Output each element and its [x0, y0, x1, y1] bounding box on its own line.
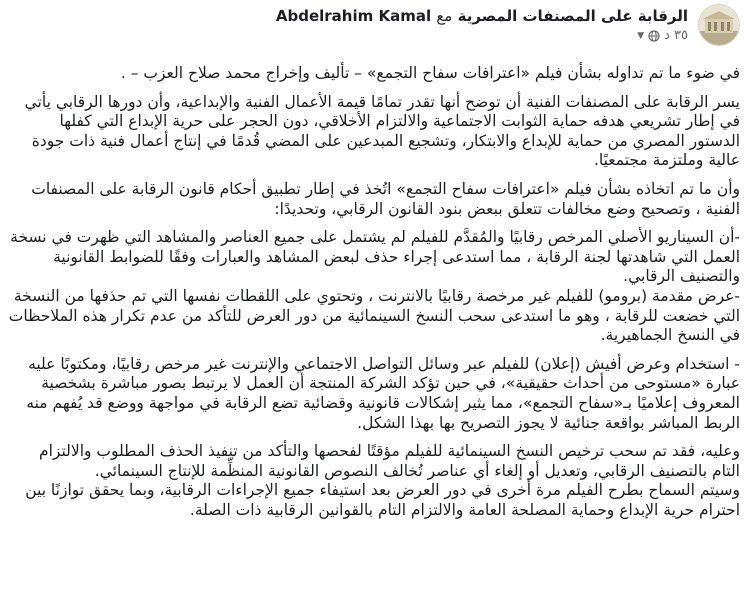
- post-paragraph-3: وأن ما تم اتخاذه بشأن فيلم «اعترافات سفاح التجمع» اتُخذ في إطار تطبيق أحكام قانون الرقابة على المصنفات الفنية ، وتصحيح وضع مخالفات تتعلق ببعض بنود القانون الرقابي، وتحديدًا:: [31, 179, 740, 218]
- building-logo-icon: [699, 5, 739, 45]
- post-meta: [276, 26, 688, 46]
- post-body: [8, 64, 740, 520]
- post-paragraph-1: في ضوء ما تم تداوله بشأن فيلم «اعترافات سفاح التجمع» – تأليف وإخراج محمد صلاح العزب – .: [120, 64, 740, 82]
- post-paragraph-7: وعليه، فقد تم سحب ترخيص النسخ السينمائية للفيلم مؤقتًا لفحصها والتأكد من تنفيذ الحذف المطلوب والالتزام التام بالتصنيف الرقابي، وتعديل أو إلغاء أي عناصر تُخالف النصوص القانونية المنظِّمة للإنتاج السينمائي.: [39, 442, 740, 480]
- page-avatar[interactable]: [698, 4, 740, 46]
- page-name-link[interactable]: الرقابة على المصنفات المصرية: [457, 7, 688, 25]
- tagged-person-link[interactable]: Abdelrahim Kamal: [275, 7, 432, 25]
- post-paragraph-6: - استخدام وعرض أفيش (إعلان) للفيلم عبر وسائل التواصل الاجتماعي والإنترنت غير مرخص رقابيًا، ومكتوبًا عليه عبارة «مستوحى من أحداث حقيقية»، في حين تؤكد الشركة المنتجة أن العمل لا يرتبط بصور مباشرة بشخصية المعروف إعلاميًا بـ«سفاح التجمع»، مما يثير إشكالات قانونية وقضائية تضع الرقابة في مواجهة ووضع قد يُفهم منه الربط المباشر بواقعة جنائية لا يجوز التصريح بها بهذا الشكل.: [26, 354, 740, 432]
- post-paragraph-8: وسيتم السماح بطرح الفيلم مرة أخرى في دور العرض بعد استيفاء جميع الإجراءات الرقابية، وبما يحقق توازنًا بين احترام حرية الإبداع وحماية المصلحة العامة والالتزام التام بالقوانين الرقابية ذات الصلة.: [25, 481, 740, 519]
- post-time-link[interactable]: ٣٥ د: [664, 28, 688, 43]
- post-paragraph-2: يسر الرقابة على المصنفات الفنية أن توضح أنها تقدر تمامًا قيمة الأعمال الفنية والإبداعية، وأن دورها الرقابي يأتي في إطار تشريعي هدفه حماية الثوابت الاجتماعية والالتزام الأخلاقي، دون الحجر على حرية الإبداع التي كفلها الدستور المصري من حماية للإبداع والابتكار، وتشجيع المبدعين على المضي قُدمًا في إنتاج أعمال فنية ذات جودة عالية وملتزمة مجتمعيًا.: [24, 92, 740, 170]
- globe-icon[interactable]: [648, 30, 660, 42]
- with-label: مع: [436, 7, 453, 25]
- header-text: [276, 4, 688, 46]
- post-author-line: [276, 6, 688, 26]
- post-header: [8, 0, 740, 60]
- post-paragraph-4: -أن السيناريو الأصلي المرخص رقابيًا والمُقدَّم للفيلم لم يشتمل على جميع العناصر والمشاهد التي ظهرت في نسخة العمل التي شاهدتها لجنة الرقابة ، مما استدعى إجراء حذف لبعض المشاهد والعبارات وفقًا للضوابط القانونية والتصنيف الرقابي.: [10, 228, 740, 286]
- caret-down-icon[interactable]: ▼: [637, 31, 645, 41]
- post-paragraph-5: -عرض مقدمة (برومو) للفيلم غير مرخصة رقابيًا بالانترنت ، وتحتوي على اللقطات نفسها التي تم حذفها من النسخة التي خضعت للرقابة ، وهو ما استدعى سحب النسخ السينمائية من دور العرض للتأكد من عدم تكرار هذه الملاحظات في النسخ الجماهيرية.: [8, 286, 740, 345]
